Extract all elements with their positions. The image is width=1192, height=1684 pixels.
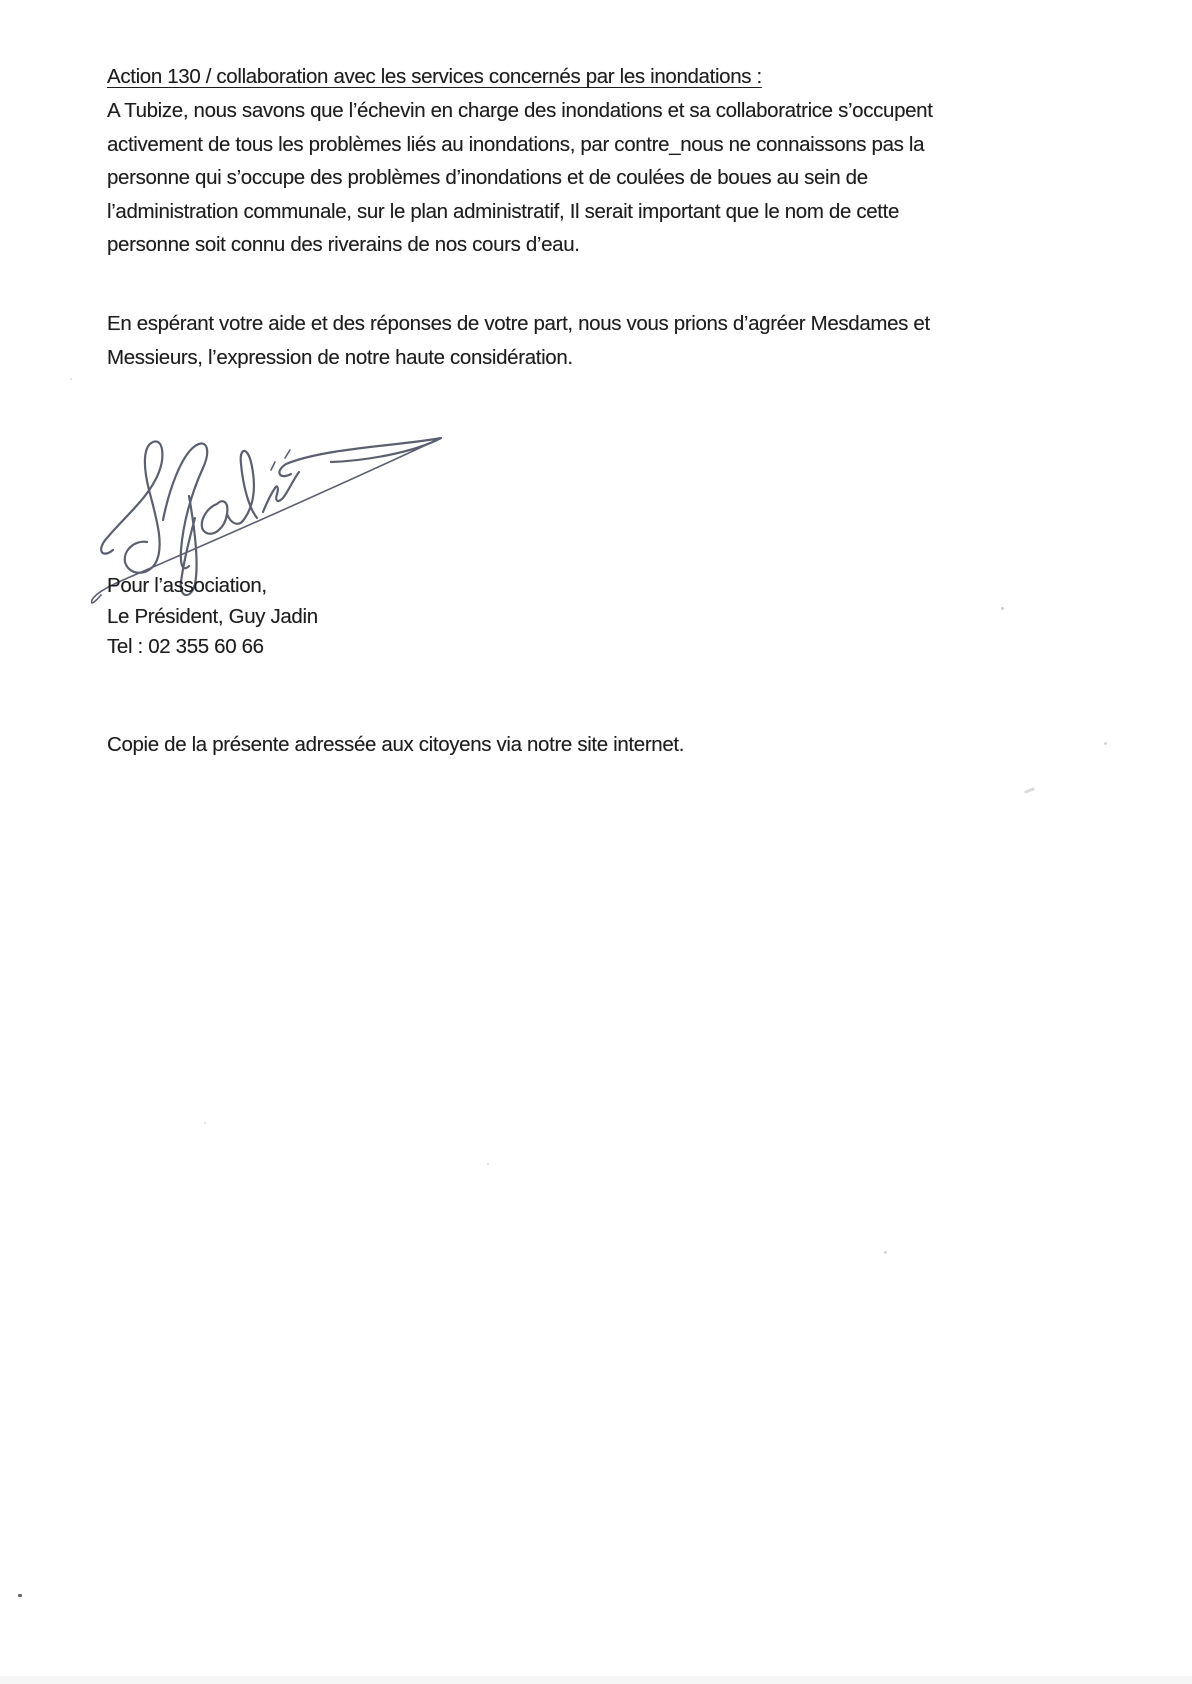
paragraph-line: A Tubize, nous savons que l’échevin en charge des inondations et sa collaboratrice s’occupent: [107, 99, 933, 122]
signature-dot-stroke: [271, 462, 275, 470]
signature-letters-stroke: [202, 451, 257, 534]
signature-phone-line: Tel : 02 355 60 66: [107, 635, 264, 658]
paragraph-line: personne soit connu des riverains de nos cours d’eau.: [107, 233, 580, 256]
signature-for-line: Pour l’association,: [107, 574, 267, 597]
scanner-edge-band: [0, 1676, 1192, 1684]
scan-speck: [1001, 607, 1004, 610]
paragraph-closing: [107, 307, 930, 374]
paragraph-line: l’administration communale, sur le plan administratif, Il serait important que le nom de cette: [107, 199, 900, 223]
paragraph-line: En espérant votre aide et des réponses de votre part, nous vous prions d’agréer Mesdames et: [107, 312, 930, 335]
letter-heading: Action 130 / collaboration avec les services concernés par les inondations :: [107, 65, 762, 88]
paragraph-line: Messieurs, l’expression de notre haute considération.: [107, 345, 573, 369]
scan-speck: [1024, 787, 1035, 794]
scan-speck: [70, 378, 72, 380]
signature-president-line: Le Président, Guy Jadin: [107, 604, 318, 628]
paragraph-line: personne qui s’occupe des problèmes d’inondations et de coulées de boues au sein de: [107, 166, 868, 189]
scan-speck: [487, 1163, 489, 1165]
scan-speck: [1104, 742, 1107, 745]
copy-note: Copie de la présente adressée aux citoyens via notre site internet.: [107, 733, 685, 756]
scan-speck: [204, 1122, 206, 1124]
paragraph-flood-services: [107, 94, 933, 262]
signature-flourish-stroke: [279, 438, 441, 476]
scan-speck: [884, 1251, 887, 1254]
signature-dot-stroke: [285, 450, 290, 458]
paragraph-line: activement de tous les problèmes liés au inondations, par contre_nous ne connaissons pas la: [107, 132, 925, 156]
scan-speck: [18, 1594, 22, 1597]
signature-ascender-stroke: [163, 443, 207, 568]
signature-block: [107, 571, 318, 663]
signature-loop-stroke: [101, 441, 162, 572]
